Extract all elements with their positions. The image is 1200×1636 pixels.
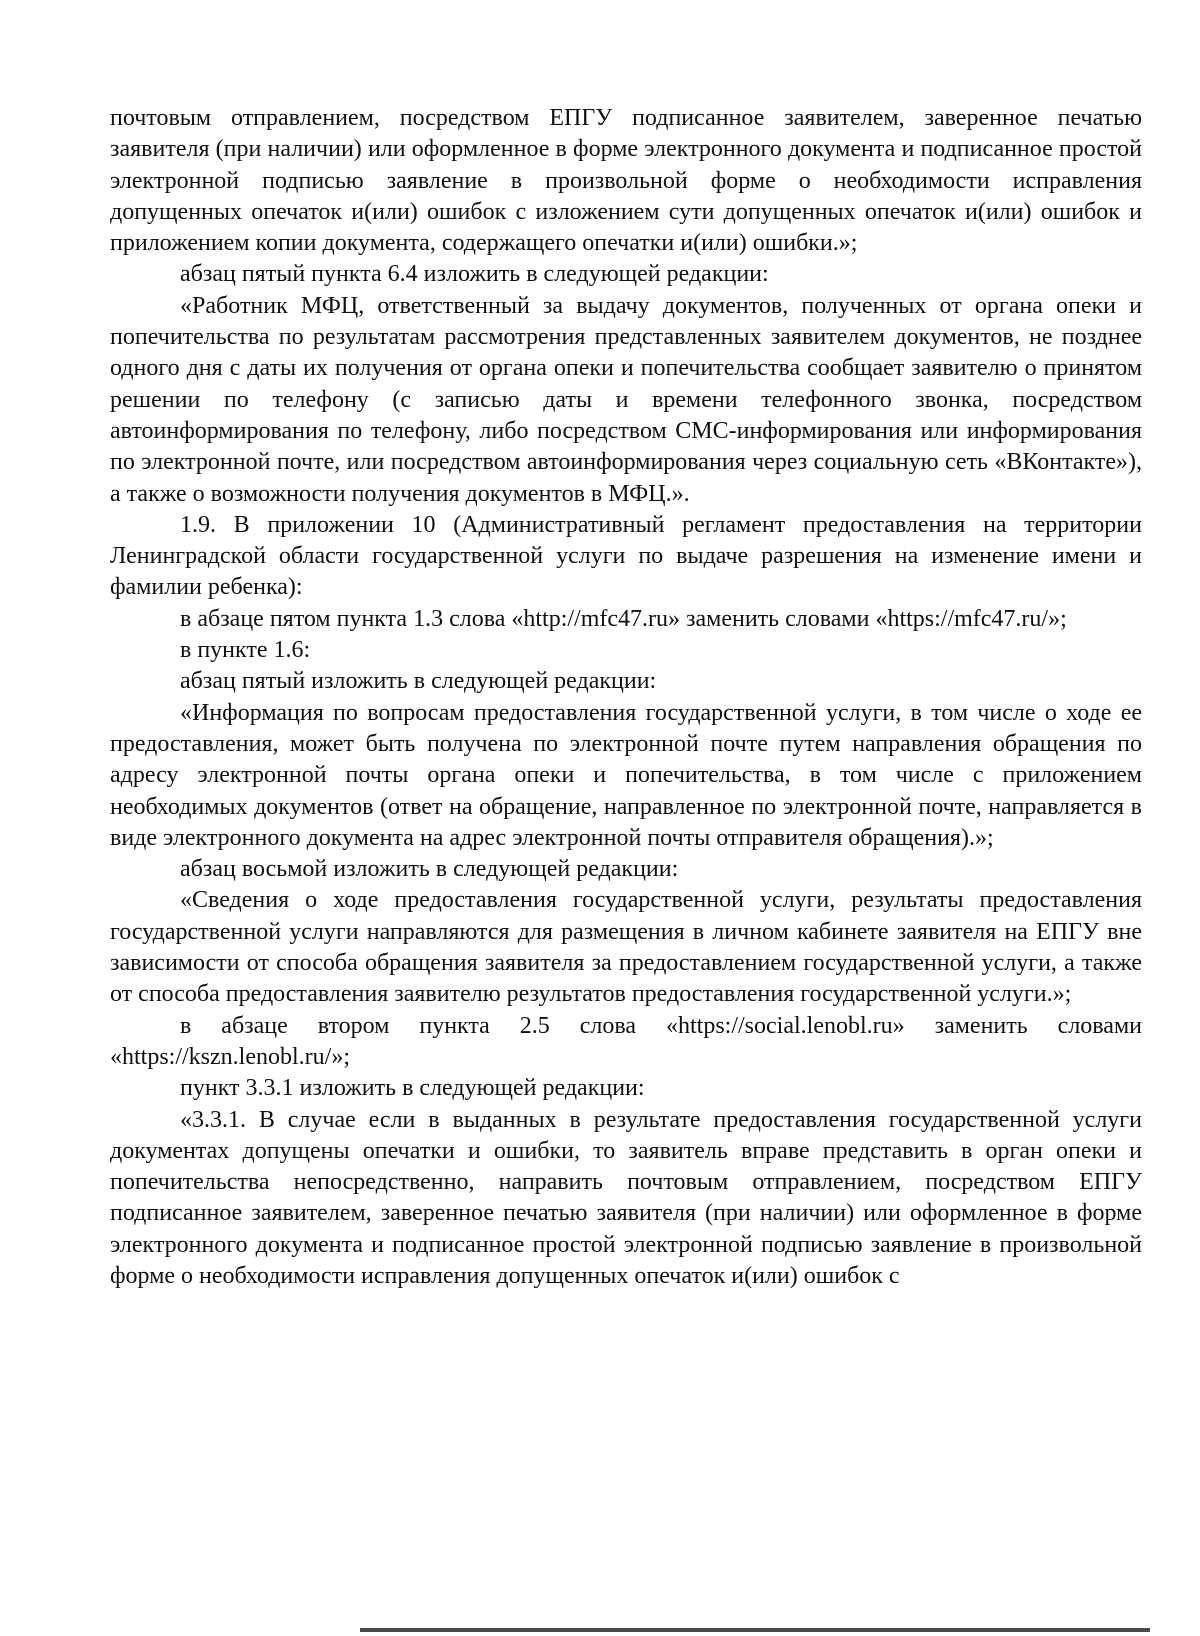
paragraph: «Работник МФЦ, ответственный за выдачу документов, полученных от органа опеки и попечительства по результатам рассмотрения представленных заявителем документов, не позднее одного дня с даты их получения от органа опеки и попечительства сообщает заявителю о принятом решении по телефону (с записью даты и времени телефонного звонка, посредством автоинформирования по телефону, либо посредством СМС-информирования или информирования по электронной почте, или посредством автоинформирования через социальную сеть «ВКонтакте»), а также о возможности получения документов в МФЦ.». — [110, 292, 1142, 507]
paragraph: абзац пятый изложить в следующей редакции: — [180, 668, 657, 695]
paragraph: «3.3.1. В случае если в выданных в результате предоставления государственной услуги документах допущены опечатки и ошибки, то заявитель вправе представить в орган опеки и попечительства непосредственно, направить почтовым отправлением, посредством ЕПГУ подписанное заявителем, заверенное печатью заявителя (при наличии) или оформленное в форме электронного документа и подписанное простой электронной подписью заявление в произвольной форме о необходимости исправления допущенных опечаток и(или) ошибок с — [110, 1106, 1142, 1289]
document-body — [110, 103, 1142, 1292]
paragraph: 1.9. В приложении 10 (Административный регламент предоставления на территории Ленинградской области государственной услуги по выдаче разрешения на изменение имени и фамилии ребенка): — [110, 511, 1142, 601]
paragraph: почтовым отправлением, посредством ЕПГУ подписанное заявителем, заверенное печатью заявителя (при наличии) или оформленное в форме электронного документа и подписанное простой электронной подписью заявление в произвольной форме о необходимости исправления допущенных опечаток и(или) ошибок с изложением сути допущенных опечаток и(или) ошибок и приложением копии документа, содержащего опечатки и(или) ошибки.»; — [110, 105, 1142, 257]
paragraph: абзац пятый пункта 6.4 изложить в следующей редакции: — [180, 261, 769, 288]
scan-bottom-edge — [360, 1628, 1150, 1632]
paragraph: «Информация по вопросам предоставления государственной услуги, в том числе о ходе ее предоставления, может быть получена по электронной почте путем направления обращения по адресу электронной почты органа опеки и попечительства, в том числе с приложением необходимых документов (ответ на обращение, направленное по электронной почте, направляется в виде электронного документа на адрес электронной почты отправителя обращения).»; — [110, 699, 1142, 851]
paragraph: в абзаце пятом пункта 1.3 слова «http://mfc47.ru» заменить словами «https://mfc47.ru/»; — [180, 605, 1067, 632]
paragraph: «Сведения о ходе предоставления государственной услуги, результаты предоставления государственной услуги направляются для размещения в личном кабинете заявителя на ЕПГУ вне зависимости от способа обращения заявителя за предоставлением государственной услуги, а также от способа предоставления заявителю результатов предоставления государственной услуги.»; — [110, 887, 1142, 1008]
paragraph: пункт 3.3.1 изложить в следующей редакции: — [180, 1075, 645, 1102]
paragraph: в пункте 1.6: — [180, 637, 311, 664]
paragraph: в абзаце втором пункта 2.5 слова «https://social.lenobl.ru» заменить словами «https://kszn.lenobl.ru/»; — [110, 1012, 1142, 1070]
paragraph: абзац восьмой изложить в следующей редакции: — [180, 856, 679, 883]
